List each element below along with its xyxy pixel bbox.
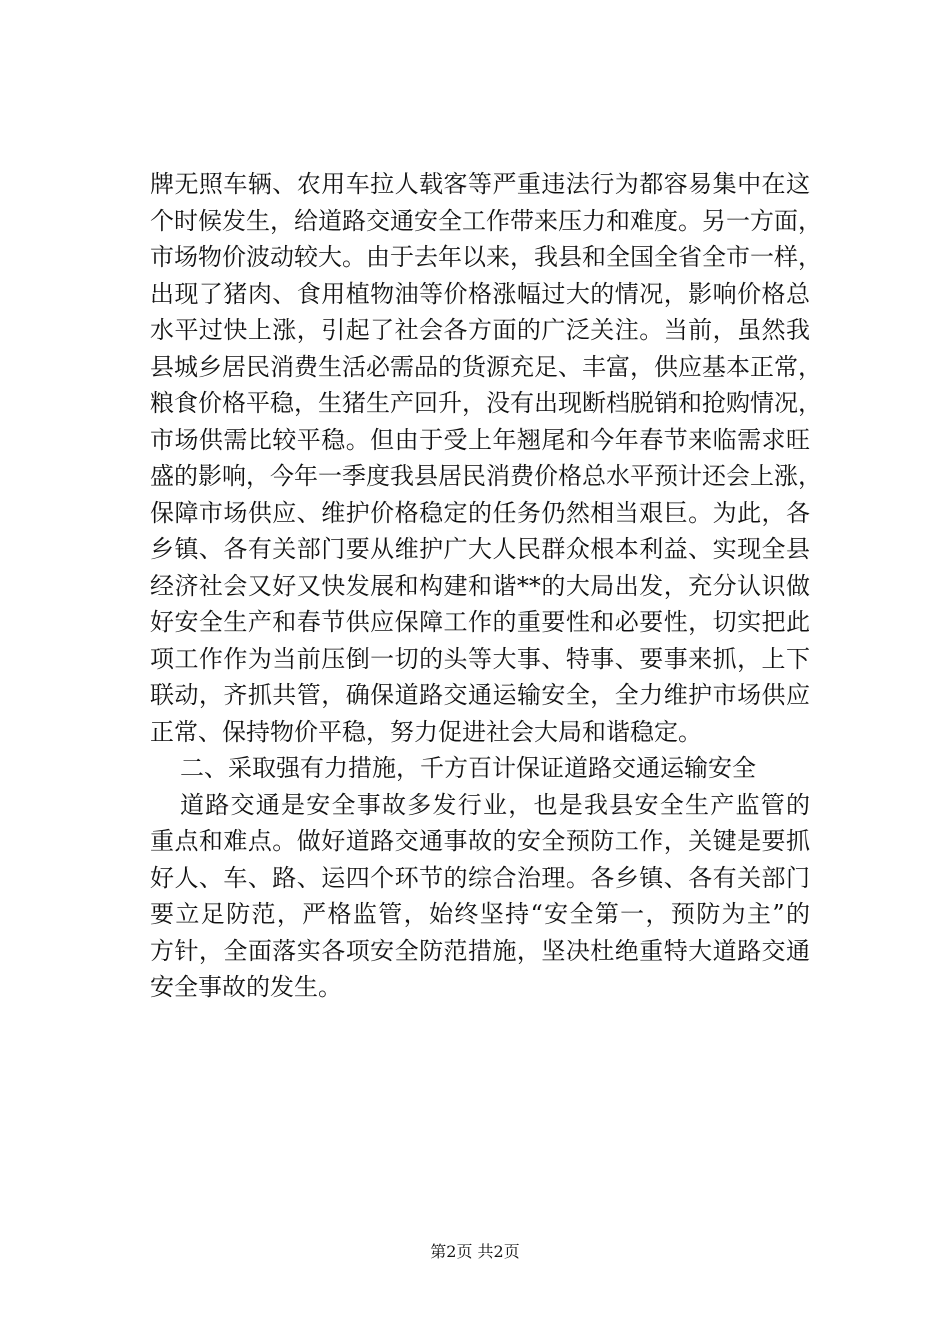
text-line: 市场供需比较平稳。但由于受上年翘尾和今年春节来临需求旺	[150, 425, 810, 454]
text-line: 正常、保持物价平稳，努力促进社会大局和谐稳定。	[150, 717, 702, 746]
text-line: 方针，全面落实各项安全防范措施，坚决杜绝重特大道路交通	[150, 936, 810, 965]
text-line: 牌无照车辆、农用车拉人载客等严重违法行为都容易集中在这	[150, 170, 810, 198]
text-line: 市场物价波动较大。由于去年以来，我县和全国全省全市一样，	[150, 243, 822, 271]
document-body	[150, 166, 822, 1006]
text-line: 道路交通是安全事故多发行业，也是我县安全生产监管的	[180, 790, 810, 819]
text-line: 个时候发生，给道路交通安全工作带来压力和难度。另一方面，	[150, 206, 822, 235]
text-line: 盛的影响，今年一季度我县居民消费价格总水平预计还会上涨，	[150, 462, 822, 490]
text-line: 经济社会又好又快发展和构建和谐**的大局出发，充分认识做	[150, 571, 810, 600]
text-line: 好人、车、路、运四个环节的综合治理。各乡镇、各有关部门	[150, 863, 810, 892]
text-line: 联动，齐抓共管，确保道路交通运输安全，全力维护市场供应	[150, 681, 810, 709]
text-line: 出现了猪肉、食用植物油等价格涨幅过大的情况，影响价格总	[150, 279, 810, 308]
text-line: 水平过快上涨，引起了社会各方面的广泛关注。当前，虽然我	[150, 316, 810, 344]
section-heading: 二、采取强有力措施，千方百计保证道路交通运输安全	[180, 754, 756, 782]
text-line: 项工作作为当前压倒一切的头等大事、特事、要事来抓，上下	[150, 644, 810, 673]
text-line: 好安全生产和春节供应保障工作的重要性和必要性，切实把此	[150, 608, 810, 636]
text-line: 要立足防范，严格监管，始终坚持“安全第一，预防为主”的	[150, 900, 810, 928]
text-line: 保障市场供应、维护价格稳定的任务仍然相当艰巨。为此，各	[150, 498, 810, 527]
text-line: 县城乡居民消费生活必需品的货源充足、丰富，供应基本正常，	[150, 352, 822, 381]
text-line: 安全事故的发生。	[150, 973, 342, 1001]
text-line: 乡镇、各有关部门要从维护广大人民群众根本利益、实现全县	[150, 535, 810, 563]
text-line: 粮食价格平稳，生猪生产回升，没有出现断档脱销和抢购情况，	[150, 389, 822, 417]
page-footer: 第2页 共2页	[430, 1242, 520, 1261]
text-line: 重点和难点。做好道路交通事故的安全预防工作，关键是要抓	[150, 827, 810, 855]
